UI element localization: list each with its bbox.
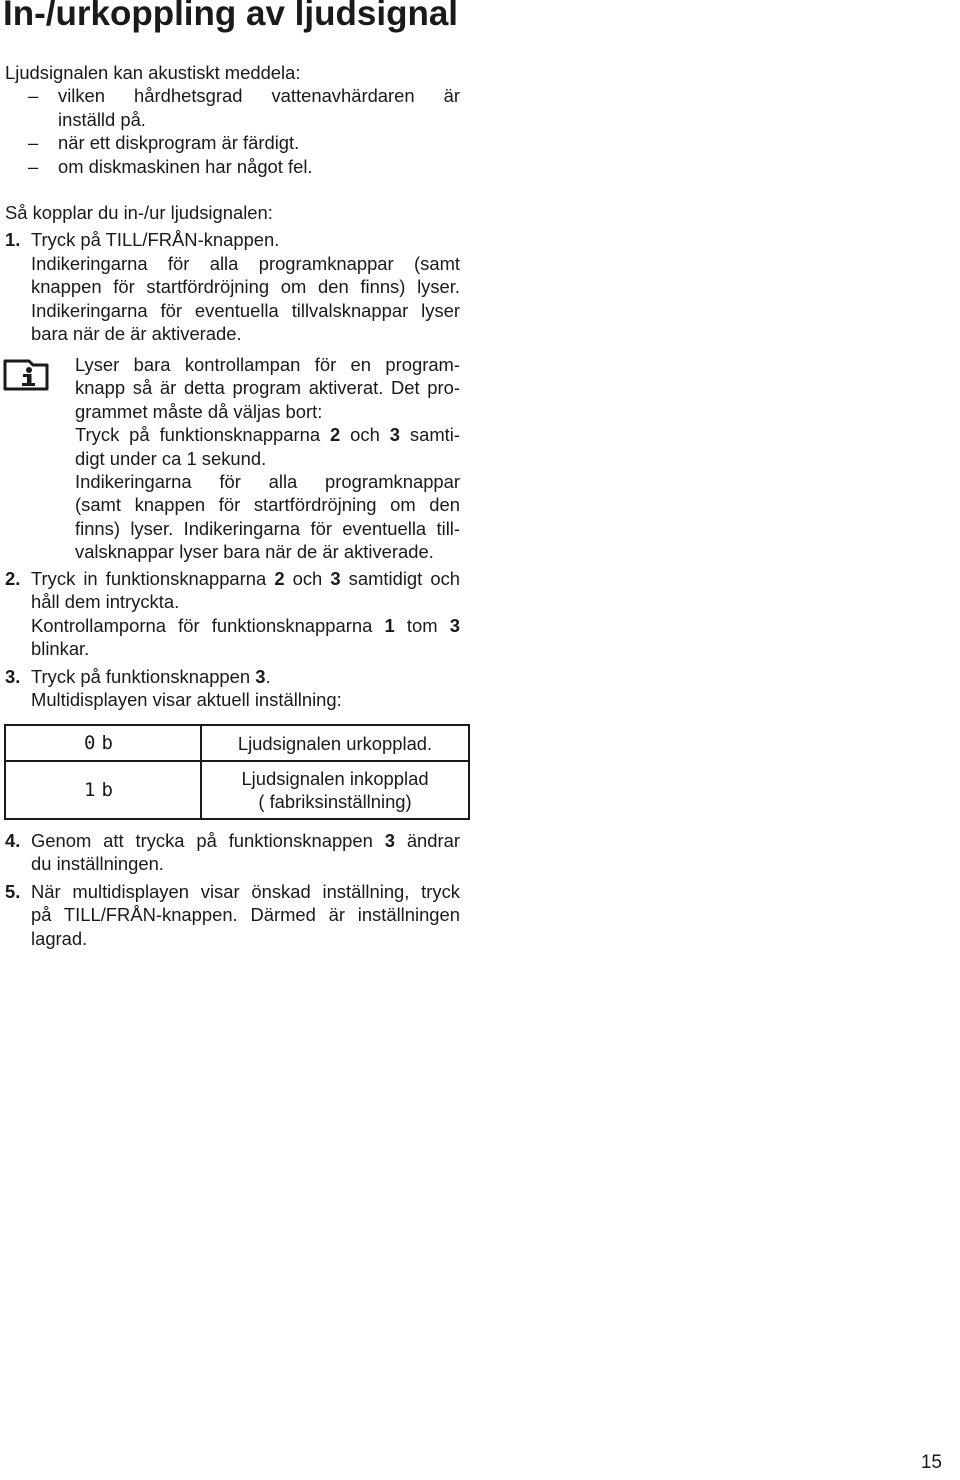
dash-marker: – xyxy=(28,155,39,177)
description-text: Ljudsignalen urkopplad. xyxy=(237,732,433,754)
step-text: Tryck på TILL/FRÅN-knappen. xyxy=(31,229,280,251)
step-text: Tryck in funktionsknapparna 2 och 3 samtidigt och xyxy=(31,568,460,589)
display-code-cell xyxy=(5,761,201,819)
note-text: finns) lyser. Indikeringarna för eventuella till- xyxy=(75,517,460,539)
dash-marker: – xyxy=(28,85,39,107)
settings-table xyxy=(4,724,470,820)
table-row xyxy=(5,725,469,761)
step-1 xyxy=(5,228,460,345)
step-text: på TILL/FRÅN-knappen. Därmed är inställningen xyxy=(31,904,460,926)
lead-text: Så kopplar du in-/ur ljudsignalen: xyxy=(5,202,273,223)
step-text: Indikeringarna för eventuella tillvalsknappar lyser xyxy=(31,299,460,321)
dash-marker: – xyxy=(28,132,39,154)
display-code: 0b xyxy=(84,732,119,754)
description-text: ( fabriksinställning) xyxy=(258,791,412,812)
list-item-text: när ett diskprogram är färdigt. xyxy=(58,132,300,154)
step-text: knappen för startfördröjning om den finns) lyser. xyxy=(31,276,460,298)
step-5 xyxy=(5,880,460,950)
page-title: In-/urkoppling av ljudsignal xyxy=(3,0,459,33)
step-text: bara när de är aktiverade. xyxy=(31,323,242,345)
list-item xyxy=(5,155,460,178)
list-item xyxy=(5,131,460,154)
description-text: Ljudsignalen inkopplad xyxy=(241,768,429,789)
table-row xyxy=(5,761,469,819)
step-text: håll dem intryckta. xyxy=(31,591,180,613)
note-text: digt under ca 1 sekund. xyxy=(75,447,267,469)
instructions-continued xyxy=(5,567,460,711)
step-text: Tryck på funktionsknappen 3. xyxy=(31,665,271,687)
step-text: lagrad. xyxy=(31,927,88,949)
list-item xyxy=(5,84,460,131)
list-item-text: om diskmaskinen har något fel. xyxy=(58,155,313,177)
display-code-cell xyxy=(5,725,201,761)
step-number: 2. xyxy=(5,568,21,589)
note-text: knapp så är detta program aktiverat. Det pro- xyxy=(75,377,460,399)
note-text: Lyser bara kontrollampan för en program- xyxy=(75,354,460,375)
step-text: Multidisplayen visar aktuell inställning: xyxy=(31,689,342,711)
step-2 xyxy=(5,567,460,661)
note-text: Tryck på funktionsknapparna 2 och 3 samti- xyxy=(75,424,460,446)
step-text: blinkar. xyxy=(31,638,90,660)
info-note xyxy=(75,353,460,564)
list-item-text: vilken hårdhetsgrad vattenavhärdaren är xyxy=(58,85,460,107)
step-text: du inställningen. xyxy=(31,853,164,875)
page-number: 15 xyxy=(920,1452,942,1473)
step-text: När multidisplayen visar önskad inställning, tryck xyxy=(31,880,460,902)
display-code: 1b xyxy=(84,779,119,801)
step-number: 1. xyxy=(5,229,21,251)
instructions xyxy=(5,201,460,345)
note-text: (samt knappen för startfördröjning om den xyxy=(75,494,460,516)
step-number: 5. xyxy=(5,880,21,902)
step-number: 4. xyxy=(5,830,21,851)
info-icon xyxy=(2,358,50,392)
description-cell xyxy=(201,761,469,819)
step-3 xyxy=(5,665,460,712)
description-cell xyxy=(201,725,469,761)
step-text: Genom att trycka på funktionsknappen 3 ändrar xyxy=(31,830,460,851)
step-number: 3. xyxy=(5,665,21,687)
step-text: Indikeringarna för alla programknappar (samt xyxy=(31,252,460,274)
step-4 xyxy=(5,829,460,876)
step-text: Kontrollamporna för funktionsknapparna 1 tom 3 xyxy=(31,614,460,636)
intro-text: Ljudsignalen kan akustiskt meddela: xyxy=(5,62,301,83)
note-text: valsknappar lyser bara när de är aktiverade. xyxy=(75,541,434,563)
note-text: Indikeringarna för alla programknappar xyxy=(75,471,460,493)
instructions-final xyxy=(5,829,460,950)
list-item-text: inställd på. xyxy=(58,108,146,130)
intro-section xyxy=(5,61,460,178)
note-text: grammet måste då väljas bort: xyxy=(75,400,323,422)
